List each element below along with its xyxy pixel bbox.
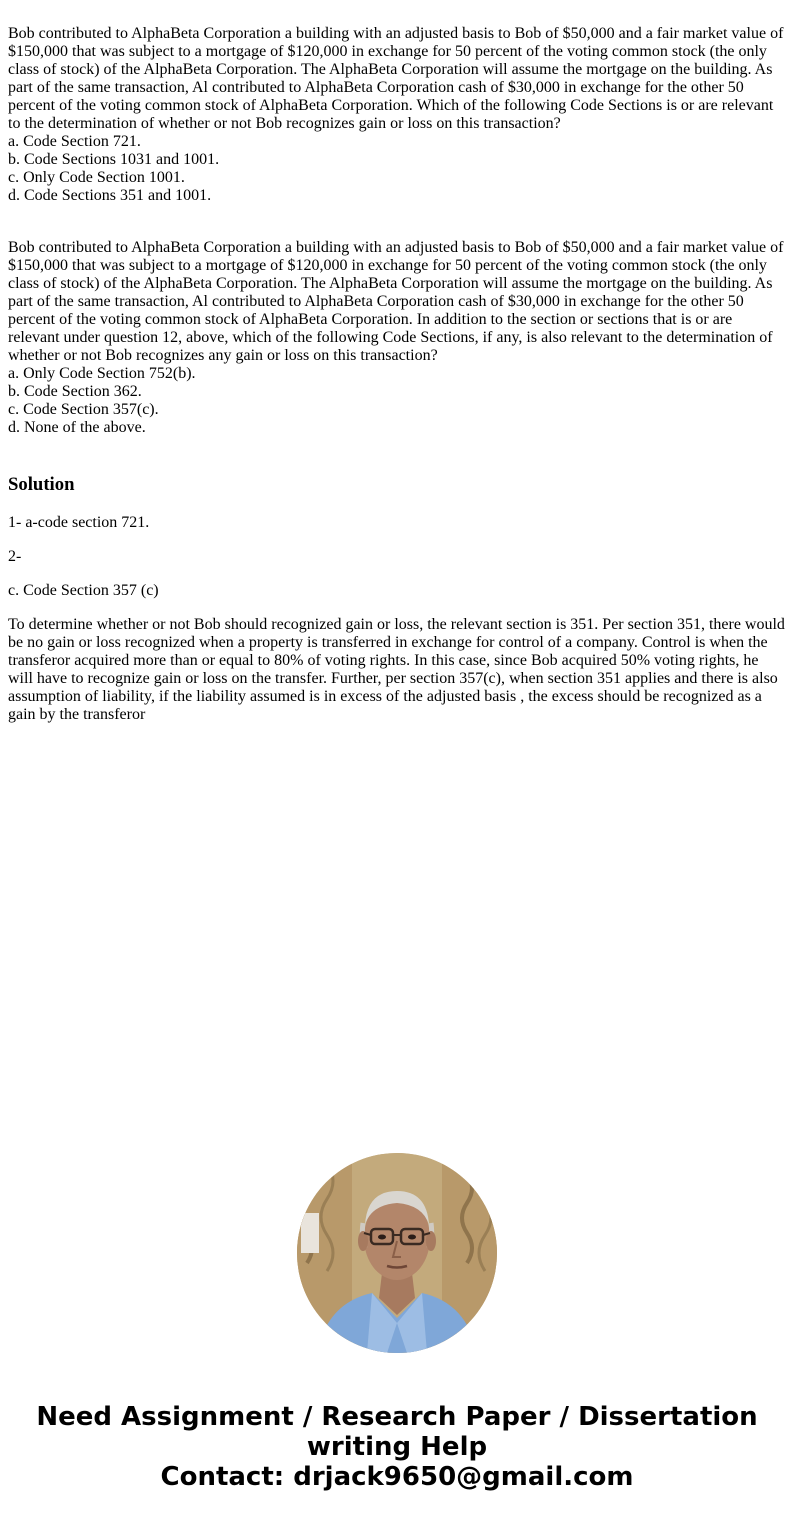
question-1-option-b: b. Code Sections 1031 and 1001. bbox=[8, 151, 220, 168]
solution-explanation: To determine whether or not Bob should recognized gain or loss, the relevant section is 351. Per section 351, there would be no gain or loss recognized when a property is transferred in exchange for control of a company. Control is when the transferor acquired more than or equal to 80% of voting rights. In this case, since Bob acquired 50% voting rights, he will have to recognize gain or loss on the transfer. Further, per section 357(c), when section 351 applies and there is also assumption of liability, if the liability assumed is in excess of the adjusted basis , the excess should be recognized as a gain by the transferor bbox=[8, 616, 785, 723]
question-2-text: Bob contributed to AlphaBeta Corporation a building with an adjusted basis to Bob of $50,000 and a fair market value of $150,000 that was subject to a mortgage of $120,000 in exchange for 50 percent of the voting common stock (the only class of stock) of the AlphaBeta Corporation. The AlphaBeta Corporation will assume the mortgage on the building. As part of the same transaction, Al contributed to AlphaBeta Corporation cash of $30,000 in exchange for the other 50 percent of the voting common stock of AlphaBeta Corporation. In addition to the section or sections that is or are relevant under question 12, above, which of the following Code Sections, if any, is also relevant to the determination of whether or not Bob recognizes any gain or loss on this transaction? bbox=[8, 239, 784, 364]
question-2 bbox=[8, 239, 786, 437]
question-2-option-b: b. Code Section 362. bbox=[8, 383, 142, 400]
question-1 bbox=[8, 25, 786, 205]
solution-answer-2: c. Code Section 357 (c) bbox=[8, 582, 159, 599]
question-1-option-a: a. Code Section 721. bbox=[8, 133, 141, 150]
question-2-options bbox=[8, 365, 786, 437]
solution-answer-1: 1- a-code section 721. bbox=[8, 514, 150, 531]
question-1-option-d: d. Code Sections 351 and 1001. bbox=[8, 187, 212, 204]
question-1-text: Bob contributed to AlphaBeta Corporation a building with an adjusted basis to Bob of $50,000 and a fair market value of $150,000 that was subject to a mortgage of $120,000 in exchange for 50 percent of the voting common stock (the only class of stock) of the AlphaBeta Corporation. The AlphaBeta Corporation will assume the mortgage on the building. As part of the same transaction, Al contributed to AlphaBeta Corporation cash of $30,000 in exchange for the other 50 percent of the voting common stock of AlphaBeta Corporation. Which of the following Code Sections is or are relevant to the determination of whether or not Bob recognizes gain or loss on this transaction? bbox=[8, 25, 784, 132]
author-photo bbox=[297, 1153, 497, 1353]
footer-line-1: Need Assignment / Research Paper / Dissertation bbox=[36, 1402, 758, 1432]
question-2-option-d: d. None of the above. bbox=[8, 419, 146, 436]
document-body bbox=[8, 25, 786, 724]
question-2-option-a: a. Only Code Section 752(b). bbox=[8, 365, 196, 382]
footer-line-2: writing Help bbox=[306, 1432, 488, 1462]
question-2-option-c: c. Code Section 357(c). bbox=[8, 401, 159, 418]
question-1-option-c: c. Only Code Section 1001. bbox=[8, 169, 185, 186]
footer-contact-email: Contact: drjack9650@gmail.com bbox=[160, 1462, 634, 1492]
contact-footer bbox=[0, 1402, 794, 1492]
author-avatar bbox=[297, 1153, 497, 1353]
question-1-options bbox=[8, 133, 786, 205]
solution-heading: Solution bbox=[8, 474, 75, 495]
solution-answer-2-label: 2- bbox=[8, 548, 22, 565]
